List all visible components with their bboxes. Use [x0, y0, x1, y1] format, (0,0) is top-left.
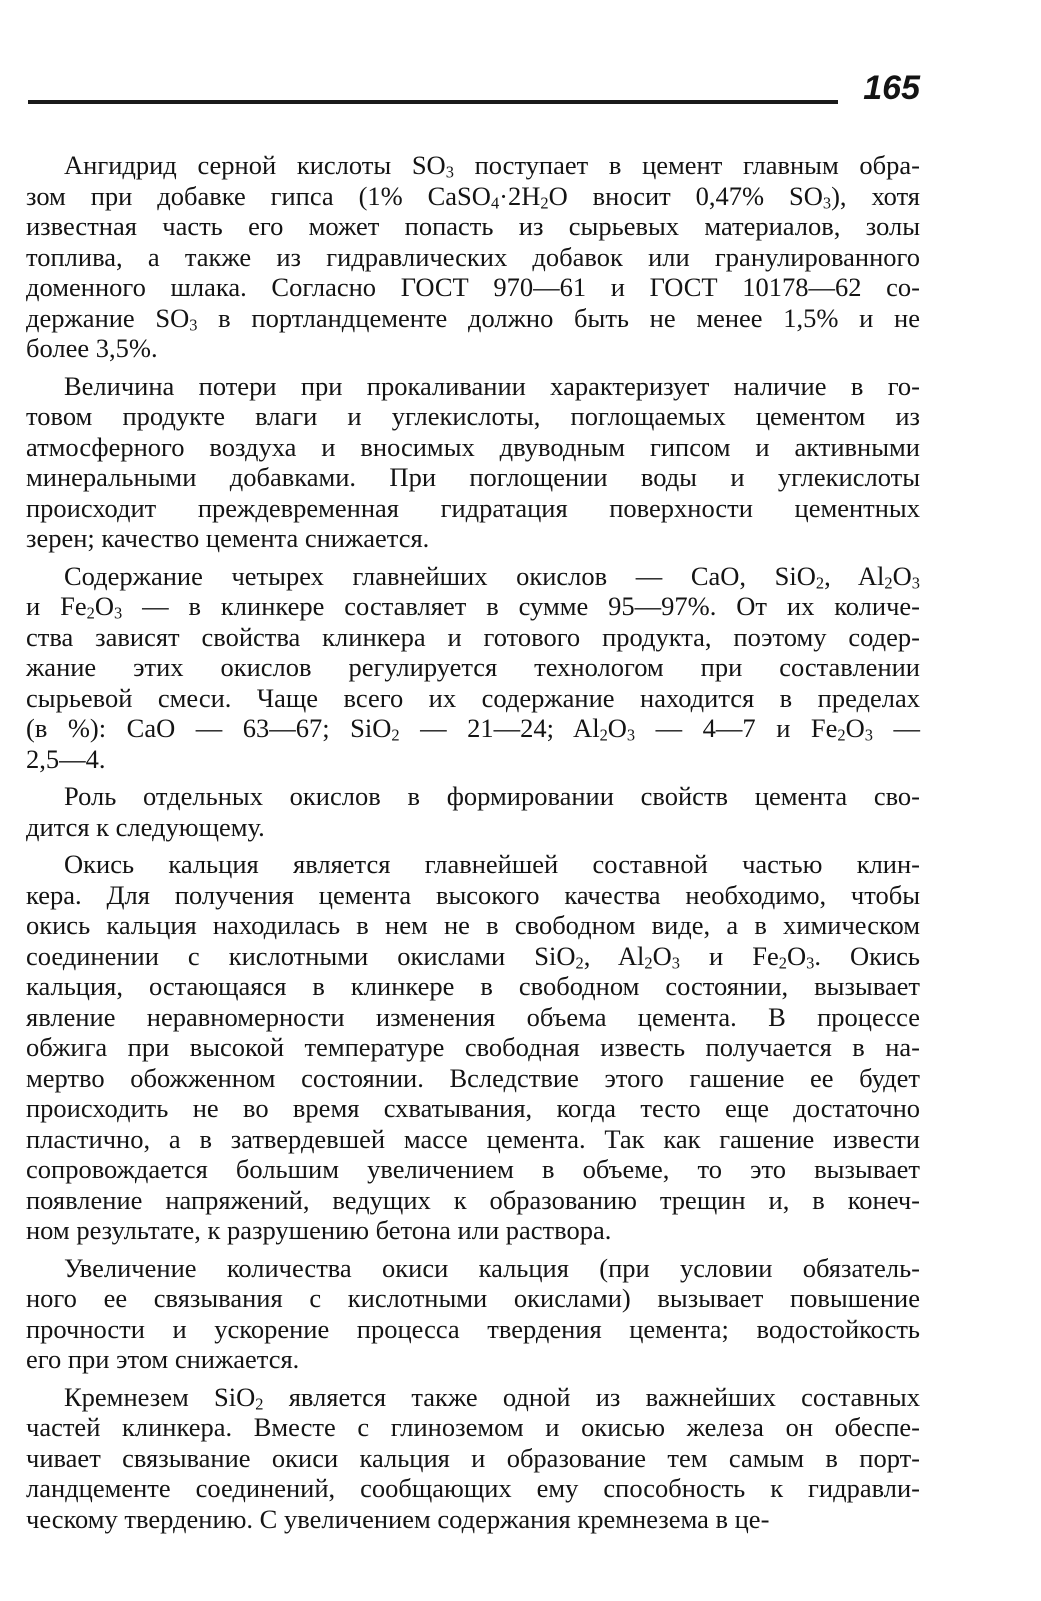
- text-line: окись кальция находилась в нем не в свободном виде, а в химическом: [26, 910, 920, 940]
- text-line: доменного шлака. Согласно ГОСТ 970—61 и ГОСТ 10178—62 со-: [26, 272, 920, 302]
- paragraph: [26, 561, 920, 775]
- text-line: и $Fe_2O_3$ — в клинкере составляет в сумме 95—97%. От их количе-: [26, 591, 920, 623]
- text-line: ческому твердению. С увеличением содержания кремнезема в це-: [26, 1503, 770, 1534]
- text-line: происходит преждевременная гидратация поверхности цементных: [26, 492, 920, 523]
- text-line: 2,5—4.: [26, 743, 106, 774]
- paragraph: [26, 150, 920, 364]
- paragraph: [26, 1253, 920, 1375]
- text-line: Роль отдельных окислов в формировании свойств цемента сво-: [64, 781, 920, 811]
- paragraph: [26, 849, 920, 1246]
- text-line: зом при добавке гипса (1% $CaSO_4\cdot 2H_2O$ вносит 0,47% $SO_3$), хотя: [26, 180, 921, 213]
- paragraph: [26, 371, 920, 554]
- paragraph: [26, 781, 920, 842]
- text-line: обжига при высокой температуре свободная известь получается в на-: [26, 1032, 920, 1062]
- text-line: дится к следующему.: [26, 811, 265, 842]
- text-line: жание этих окислов регулируется технологом при составлении: [26, 652, 920, 682]
- page-number: 165: [863, 69, 920, 107]
- text-line: (в %): CaO — 63—67; SiO$_2$ — 21—24; $Al_2O_3$ — 4—7 и $Fe_2O_3$ —: [26, 713, 921, 745]
- text-line: минеральными добавками. При поглощении воды и углекислоты: [26, 462, 920, 492]
- page-body: [26, 150, 920, 1541]
- text-line: явление неравномерности изменения объема цемента. В процессе: [26, 1001, 920, 1032]
- text-line: атмосферного воздуха и вносимых двуводным гипсом и активными: [26, 431, 920, 462]
- text-line: появление напряжений, ведущих к образованию трещин и, в конеч-: [26, 1184, 920, 1215]
- text-line: сырьевой смеси. Чаще всего их содержание находится в пределах: [26, 682, 920, 713]
- text-line: Окись кальция является главнейшей составной частью клин-: [64, 849, 920, 879]
- text-line: Величина потери при прокаливании характеризует наличие в го-: [64, 370, 920, 401]
- text-line: пластично, а в затвердевшей массе цемента. Так как гашение извести: [26, 1123, 920, 1154]
- text-line: Ангидрид серной кислоты $SO_3$ поступает в цемент главным обра-: [64, 150, 920, 182]
- paragraph: [26, 1382, 920, 1535]
- text-line: держание $SO_3$ в портландцементе должно быть не менее 1,5% и не: [26, 302, 920, 335]
- text-line: его при этом снижается.: [26, 1344, 300, 1374]
- text-line: прочности и ускорение процесса твердения цемента; водостойкость: [26, 1313, 920, 1344]
- text-line: сопровождается большим увеличением в объеме, то это вызывает: [26, 1154, 920, 1184]
- text-line: мертво обожженном состоянии. Вследствие этого гашение ее будет: [26, 1062, 920, 1093]
- text-line: ном результате, к разрушению бетона или раствора.: [26, 1215, 612, 1245]
- text-line: частей клинкера. Вместе с глиноземом и окисью железа он обеспе-: [26, 1412, 920, 1442]
- text-line: ства зависят свойства клинкера и готового продукта, поэтому содер-: [26, 621, 920, 652]
- text-line: товом продукте влаги и углекислоты, поглощаемых цементом из: [26, 401, 920, 431]
- text-line: чивает связывание окиси кальция и образование тем самым в порт-: [26, 1442, 920, 1473]
- text-line: более 3,5%.: [26, 333, 158, 363]
- text-line: Кремнезем SiO$_2$ является также одной из важнейших составных: [64, 1381, 920, 1414]
- text-line: ландцементе соединений, сообщающих ему способность к гидравли-: [26, 1473, 920, 1503]
- text-line: кера. Для получения цемента высокого качества необходимо, чтобы: [26, 879, 920, 910]
- text-line: известная часть его может попасть из сырьевых материалов, золы: [26, 211, 920, 241]
- header-rule: [28, 100, 838, 104]
- text-line: зерен; качество цемента снижается.: [26, 523, 430, 553]
- text-line: ного ее связывания с кислотными окислами) вызывает повышение: [26, 1283, 920, 1313]
- text-line: Увеличение количества окиси кальция (при условии обязатель-: [64, 1252, 920, 1283]
- page-header: [28, 64, 920, 108]
- text-line: происходить не во время схватывания, когда тесто еще достаточно: [26, 1093, 920, 1123]
- text-line: кальция, остающаяся в клинкере в свободном состоянии, вызывает: [26, 971, 920, 1001]
- text-line: топлива, а также из гидравлических добавок или гранулированного: [26, 241, 920, 272]
- text-line: Содержание четырех главнейших окислов — CaO, SiO$_2$, $Al_2O_3$: [64, 560, 920, 593]
- text-line: соединении с кислотными окислами SiO$_2$, $Al_2O_3$ и $Fe_2O_3$. Окись: [26, 940, 921, 973]
